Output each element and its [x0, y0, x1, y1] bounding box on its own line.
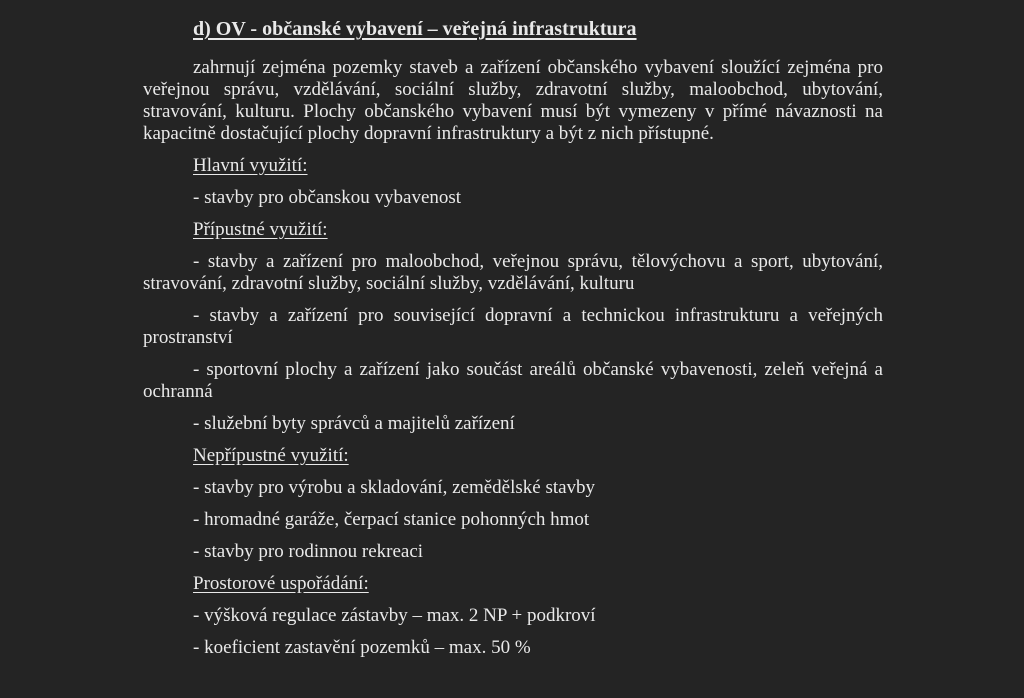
list-item: - stavby a zařízení pro maloobchod, veřejnou správu, tělovýchovu a sport, ubytování, stravování, zdravotní služby, sociální služby, vzdělávání, kulturu [143, 251, 883, 294]
subheading-permitted-use: Přípustné využití: [193, 219, 328, 240]
section-heading: d) OV - občanské vybavení – veřejná infrastruktura [193, 18, 637, 40]
list-item: - stavby pro rodinnou rekreaci [193, 541, 424, 562]
list-item: - stavby pro občanskou vybavenost [193, 187, 462, 208]
subheading-impermissible-use: Nepřípustné využití: [193, 445, 349, 466]
list-item: - stavby a zařízení pro související dopravní a technickou infrastrukturu a veřejných prostranství [143, 305, 883, 348]
list-item: - stavby pro výrobu a skladování, zemědělské stavby [193, 477, 596, 498]
list-item: - koeficient zastavění pozemků – max. 50 % [193, 637, 531, 658]
list-item: - služební byty správců a majitelů zařízení [193, 413, 515, 434]
subheading-spatial-arrangement: Prostorové uspořádání: [193, 573, 369, 594]
intro-paragraph: zahrnují zejména pozemky staveb a zařízení občanského vybavení sloužící zejména pro veřejnou správu, vzdělávání, sociální služby, zdravotní služby, maloobchod, ubytování, stravování, kulturu. Plochy občanského vybavení musí být vymezeny v přímé návaznosti na kapacitně dostačující plochy dopravní infrastruktury a být z nich přístupné. [143, 57, 883, 144]
list-item: - hromadné garáže, čerpací stanice pohonných hmot [193, 509, 590, 530]
list-item: - sportovní plochy a zařízení jako součást areálů občanské vybavenosti, zeleň veřejná a ochranná [143, 359, 883, 402]
list-item: - výšková regulace zástavby – max. 2 NP + podkroví [193, 605, 596, 626]
subheading-main-use: Hlavní využití: [193, 155, 308, 176]
